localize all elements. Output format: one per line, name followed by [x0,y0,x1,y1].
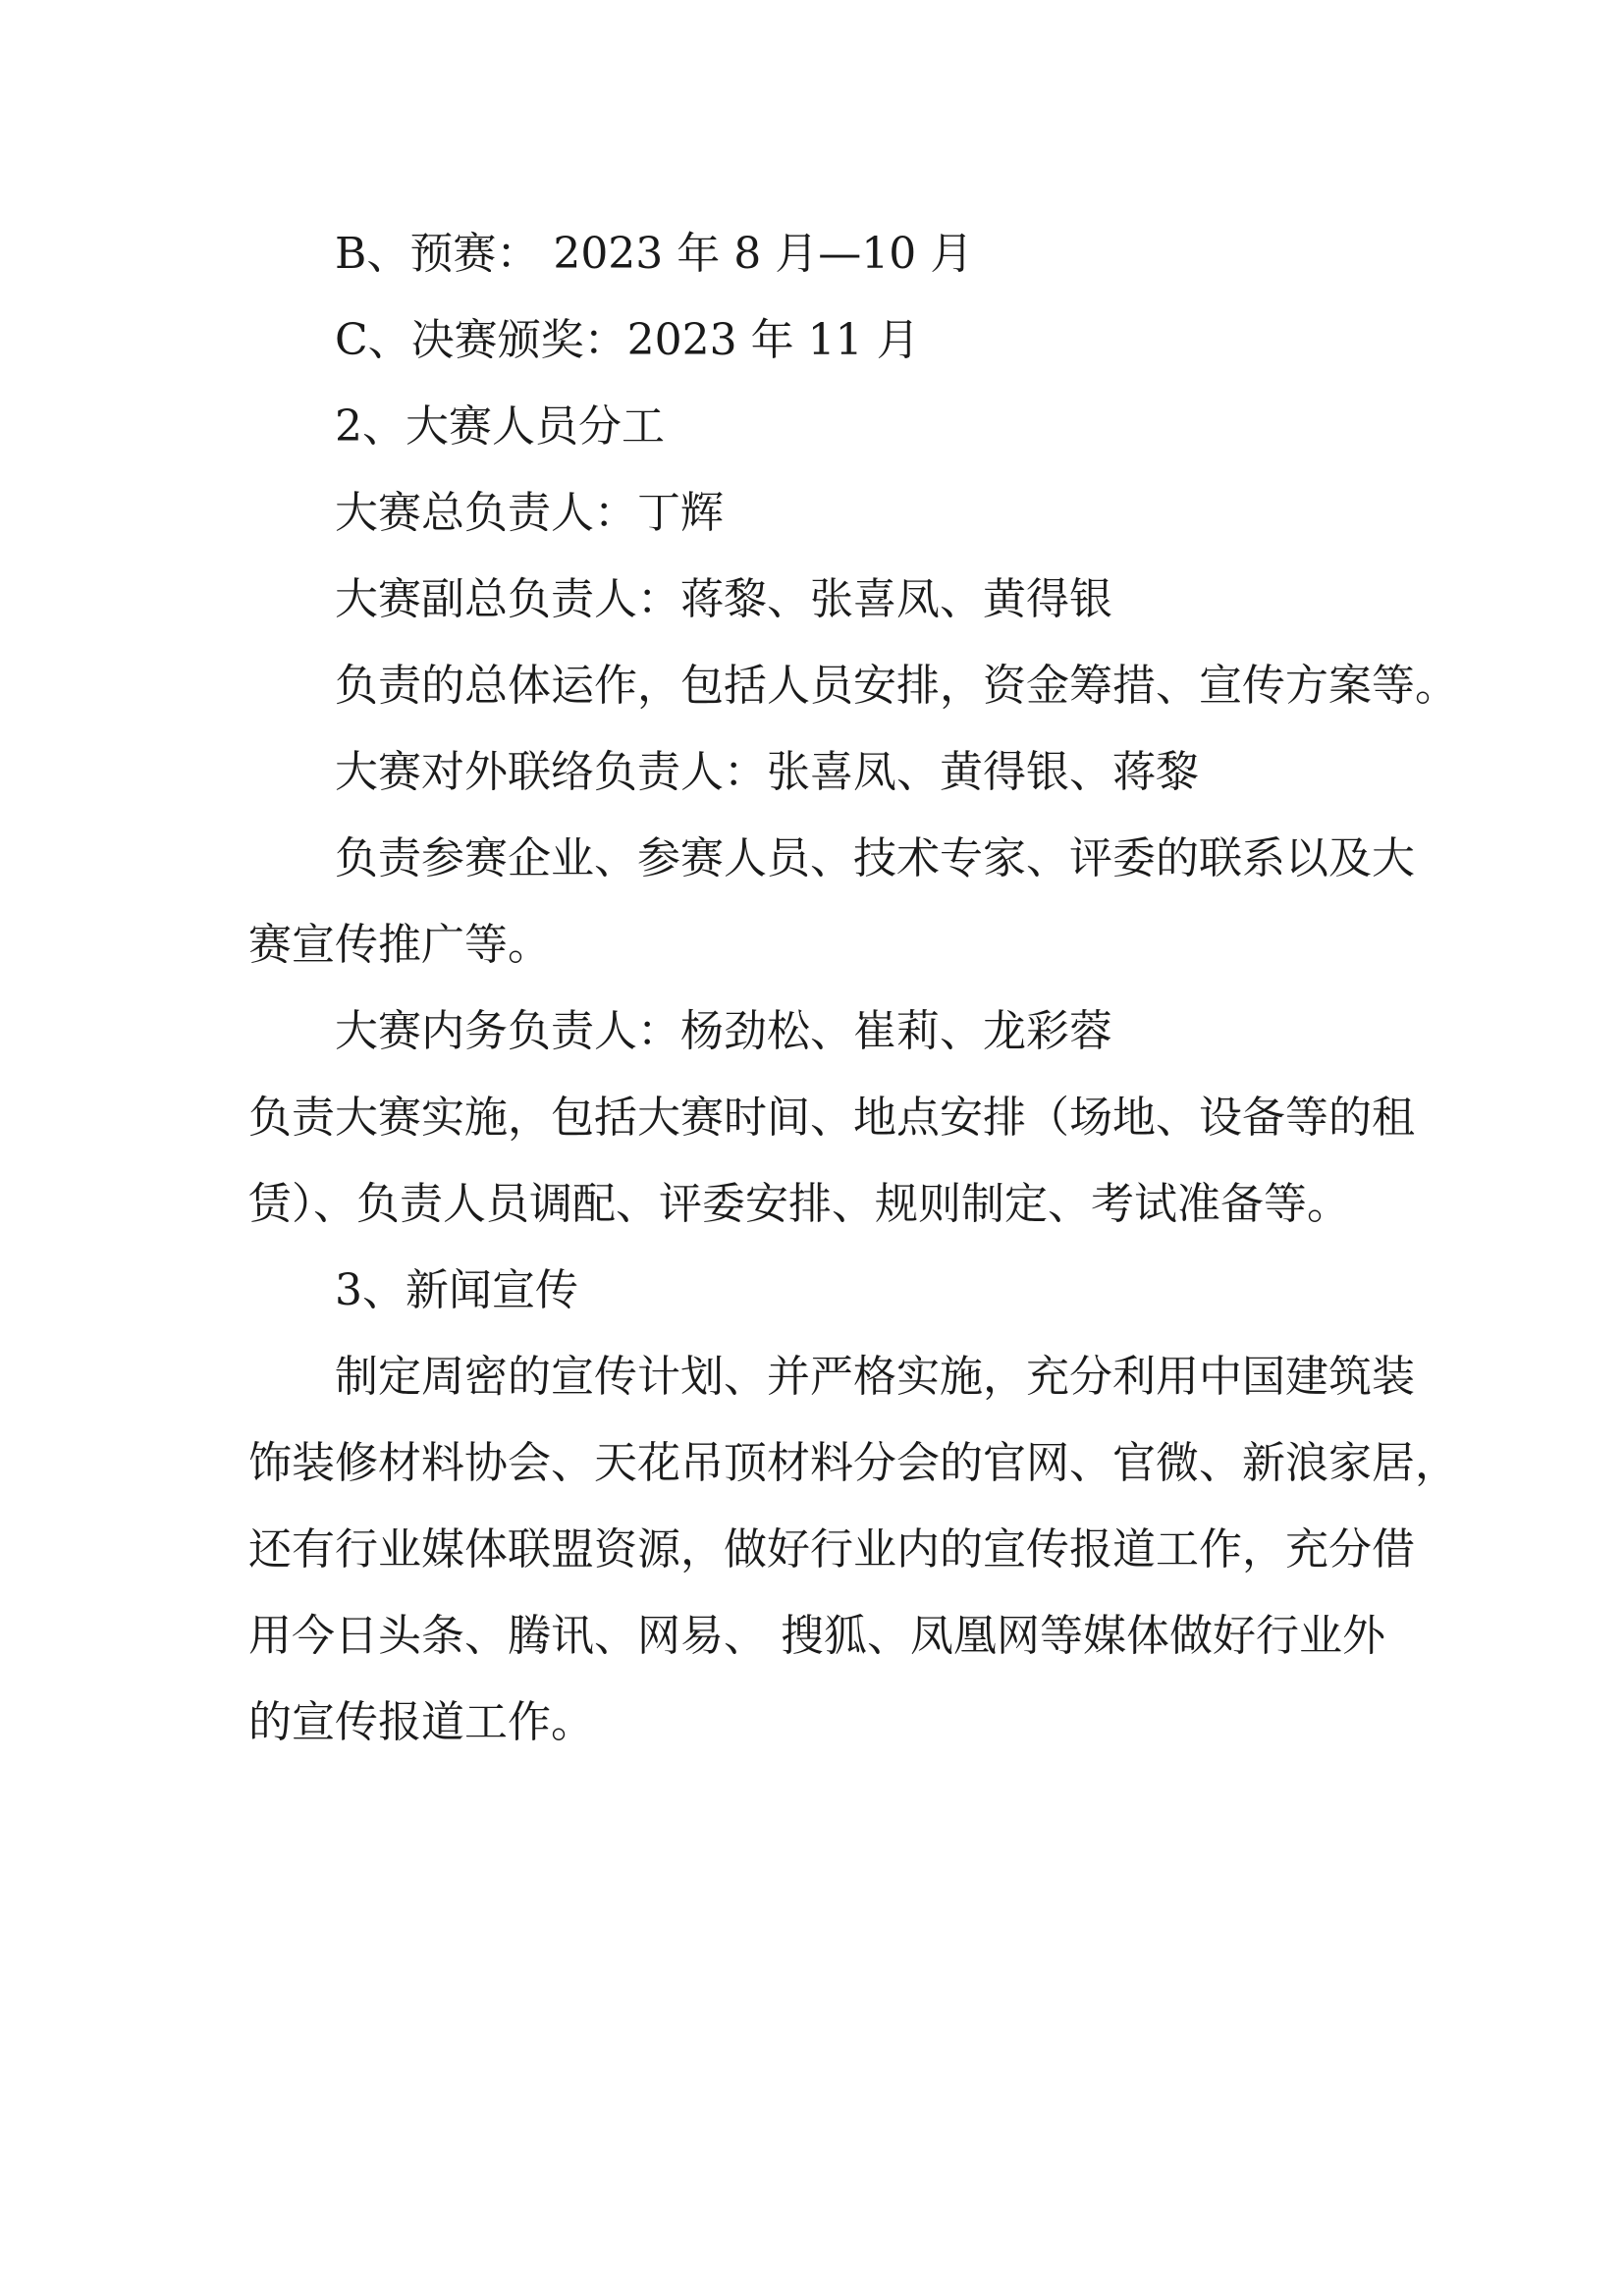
document-body [248,211,1458,1766]
liaison-duty-line-2: 赛宣传推广等。 [248,920,551,970]
publicity-paragraph-line-1: 制定周密的宣传计划、并严格实施，充分利用中国建筑装 [335,1352,1415,1402]
section-heading-staffing: 2、大赛人员分工 [335,401,665,452]
schedule-final-line: C、决赛颁奖：2023 年 11 月 [335,315,920,365]
publicity-paragraph-line-2: 饰装修材料协会、天花吊顶材料分会的官网、官微、新浪家居， [248,1438,1458,1488]
internal-lead-line: 大赛内务负责人：杨劲松、崔莉、龙彩蓉 [335,1006,1112,1056]
publicity-paragraph-line-5: 的宣传报道工作。 [248,1697,594,1747]
chief-lead-line: 大赛总负责人：丁辉 [335,488,724,538]
section-heading-publicity: 3、新闻宣传 [335,1265,578,1315]
liaison-duty-line-1: 负责参赛企业、参赛人员、技术专家、评委的联系以及大 [335,833,1415,883]
deputy-lead-line: 大赛副总负责人：蒋黎、张喜凤、黄得银 [335,574,1112,624]
liaison-lead-line: 大赛对外联络负责人：张喜凤、黄得银、蒋黎 [335,747,1199,797]
internal-duty-line-1: 负责大赛实施，包括大赛时间、地点安排（场地、设备等的租 [248,1093,1415,1143]
internal-duty-line-2: 赁）、负责人员调配、评委安排、规则制定、考试准备等。 [248,1179,1350,1229]
deputy-duty-line: 负责的总体运作，包括人员安排，资金筹措、宣传方案等。 [335,661,1458,711]
publicity-paragraph-line-3: 还有行业媒体联盟资源，做好行业内的宣传报道工作，充分借 [248,1524,1415,1575]
schedule-prelim-line: B、预赛： 2023 年 8 月—10 月 [335,229,974,279]
publicity-paragraph-line-4: 用今日头条、腾讯、网易、 搜狐、凤凰网等媒体做好行业外 [248,1611,1385,1661]
